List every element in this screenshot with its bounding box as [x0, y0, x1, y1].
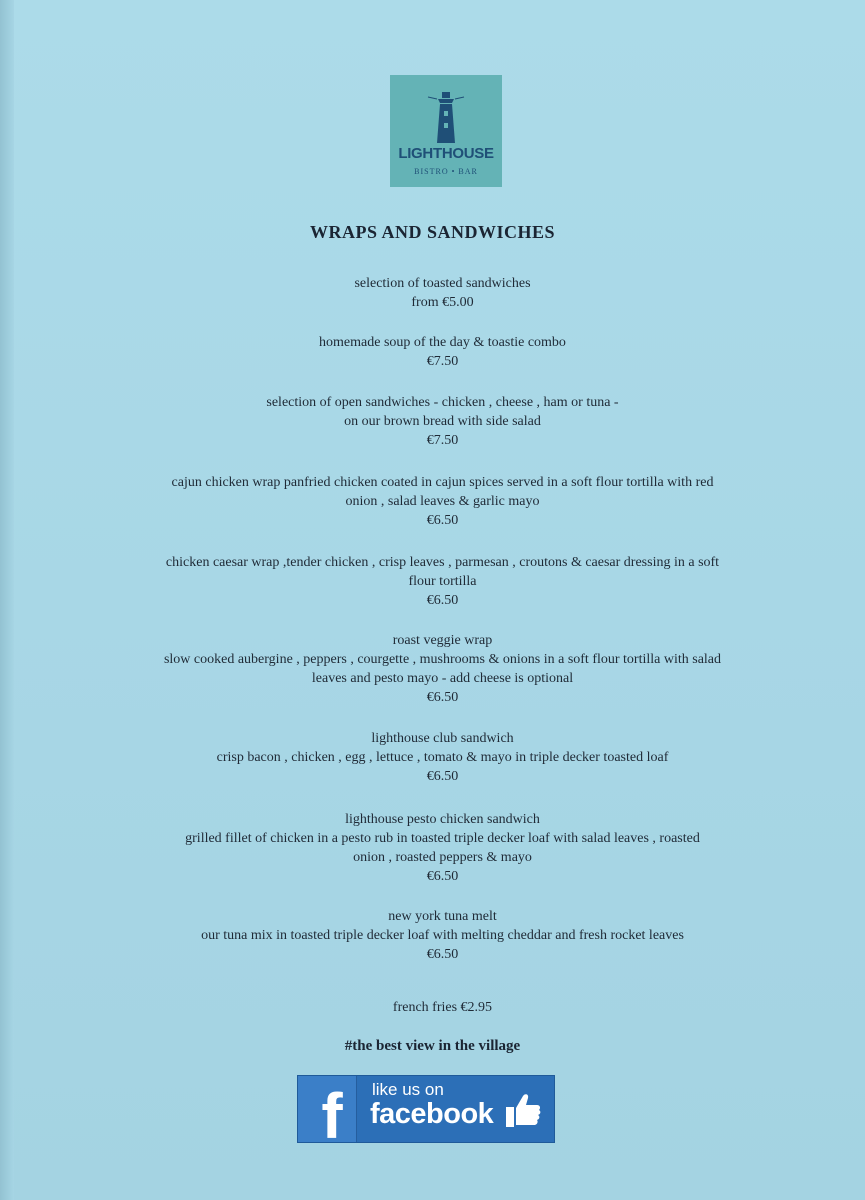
facebook-like-banner[interactable]: [297, 1075, 555, 1152]
item-price: €6.50: [426, 769, 459, 784]
menu-item: [60, 393, 825, 450]
item-price: €6.50: [426, 513, 459, 528]
menu-item: [60, 274, 825, 312]
lighthouse-logo: [390, 75, 502, 187]
item-line: our tuna mix in toasted triple decker loaf with melting cheddar and fresh rocket leaves: [201, 928, 684, 943]
menu-heading: WRAPS AND SANDWICHES: [309, 222, 556, 242]
menu-item: [60, 473, 825, 530]
item-line: leaves and pesto mayo - add cheese is optional: [311, 671, 574, 686]
item-line: crisp bacon , chicken , egg , lettuce , tomato & mayo in triple decker toasted loaf: [216, 750, 669, 765]
thumbs-up-icon: [503, 1090, 543, 1130]
item-price: €6.50: [426, 947, 459, 962]
item-line: lighthouse club sandwich: [371, 731, 514, 746]
facebook-f-icon: f: [321, 1080, 343, 1152]
item-price: €6.50: [426, 869, 459, 884]
item-line: chicken caesar wrap ,tender chicken , crisp leaves , parmesan , croutons & caesar dressing in a soft: [165, 555, 720, 570]
facebook-like-text: like us on: [372, 1080, 444, 1099]
item-line: flour tortilla: [408, 574, 477, 589]
item-line: roast veggie wrap: [392, 633, 493, 648]
logo-subtitle: BISTRO • BAR: [414, 167, 478, 176]
logo-name: LIGHTHOUSE: [398, 145, 494, 162]
item-line: cajun chicken wrap panfried chicken coated in cajun spices served in a soft flour tortilla with red: [171, 475, 714, 490]
menu-item: [60, 553, 825, 610]
tagline: #the best view in the village: [344, 1038, 521, 1054]
menu-item: [60, 631, 825, 707]
item-line: grilled fillet of chicken in a pesto rub in toasted triple decker loaf with salad leaves , roasted: [185, 831, 700, 846]
item-line: new york tuna melt: [388, 909, 497, 924]
item-price: €6.50: [426, 593, 459, 608]
item-price: €6.50: [426, 690, 459, 705]
menu-item: [60, 810, 825, 886]
menu-item: [60, 333, 825, 371]
item-line: onion , salad leaves & garlic mayo: [345, 494, 540, 509]
menu-item: [60, 998, 825, 1017]
item-line: selection of toasted sandwiches: [354, 276, 531, 291]
item-price: from €5.00: [411, 295, 474, 310]
item-line: onion , roasted peppers & mayo: [353, 850, 532, 865]
facebook-word: facebook: [370, 1098, 494, 1130]
menu-item: [60, 907, 825, 964]
menu-item: [60, 729, 825, 786]
item-price: €7.50: [426, 354, 459, 369]
item-line: slow cooked aubergine , peppers , courgette , mushrooms & onions in a soft flour tortilla with salad: [163, 652, 722, 667]
item-price: €7.50: [426, 433, 459, 448]
item-line: lighthouse pesto chicken sandwich: [345, 812, 540, 827]
item-line: on our brown bread with side salad: [344, 414, 541, 429]
item-line: french fries €2.95: [392, 1000, 493, 1015]
item-line: homemade soup of the day & toastie combo: [319, 335, 566, 350]
item-line: selection of open sandwiches - chicken , cheese , ham or tuna -: [266, 395, 619, 410]
facebook-logo-square: [298, 1076, 357, 1152]
page-edge: [0, 0, 14, 1200]
